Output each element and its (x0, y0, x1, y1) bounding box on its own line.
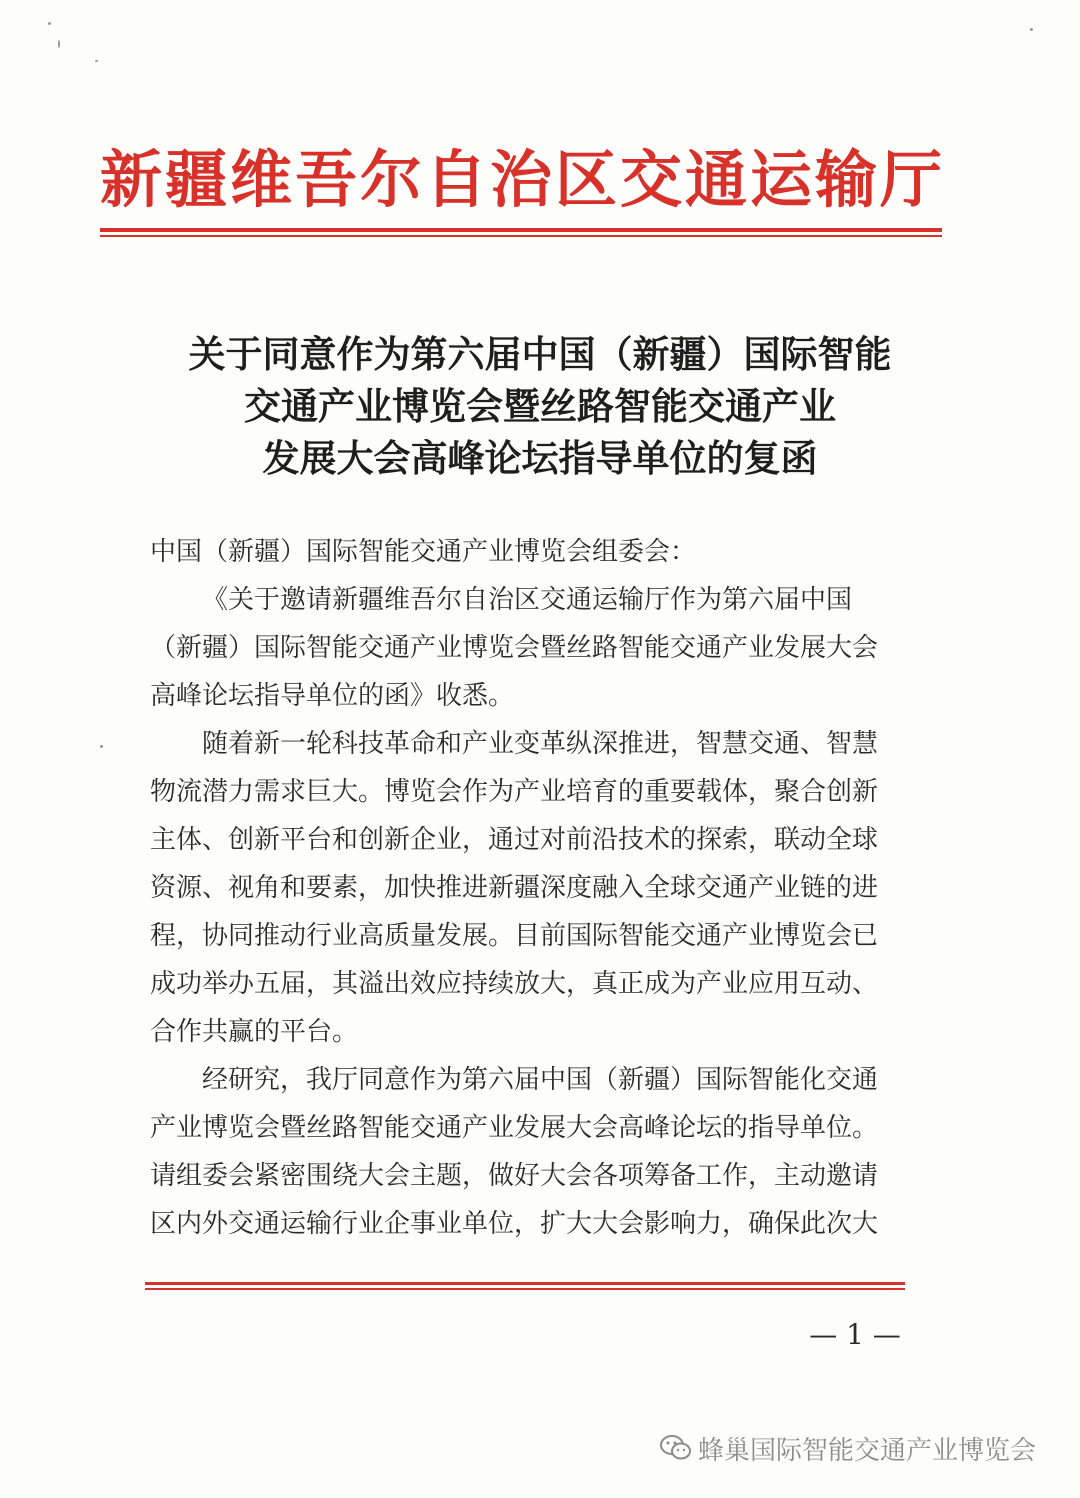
paragraph-line: 成功举办五届，其溢出效应持续放大，真正成为产业应用互动、 (150, 969, 879, 999)
wechat-icon (660, 1434, 692, 1462)
paragraph-line: 请组委会紧密围绕大会主题，做好大会各项筹备工作，主动邀请 (150, 1161, 879, 1191)
watermark (660, 1428, 1036, 1468)
watermark-text: 蜂巢国际智能交通产业博览会 (698, 1435, 1037, 1466)
paragraph-line: 随着新一轮科技革命和产业变革纵深推进，智慧交通、智慧 (202, 729, 879, 759)
paragraph-line: 区内外交通运输行业企事业单位，扩大大会影响力，确保此次大 (150, 1209, 879, 1239)
scan-speck (58, 40, 60, 48)
paragraph-line: 《关于邀请新疆维吾尔自治区交通运输厅作为第六届中国 (202, 585, 853, 615)
page-number: — 1 — (809, 1318, 901, 1351)
paragraph-line: 经研究，我厅同意作为第六届中国（新疆）国际智能化交通 (202, 1065, 879, 1095)
paragraph-line: 物流潜力需求巨大。博览会作为产业培育的重要载体，聚合创新 (150, 777, 879, 807)
paragraph-line: 主体、创新平台和创新企业，通过对前沿技术的探索，联动全球 (150, 825, 879, 855)
paragraph-line: 程，协同推动行业高质量发展。目前国际智能交通产业博览会已 (150, 921, 879, 951)
title-line: 发展大会高峰论坛指导单位的复函 (262, 436, 818, 480)
title-line: 关于同意作为第六届中国（新疆）国际智能 (188, 332, 892, 376)
letter-body (150, 528, 900, 1248)
paragraph-line: 高峰论坛指导单位的函》收悉。 (150, 681, 515, 711)
scan-speck (95, 60, 98, 62)
title-line: 交通产业博览会暨丝路智能交通产业 (244, 384, 836, 428)
issuing-org-header: 新疆维吾尔自治区交通运输厅 (100, 143, 946, 216)
paragraph-line: 资源、视角和要素，加快推进新疆深度融入全球交通产业链的进 (150, 873, 879, 903)
paragraph-line: 合作共赢的平台。 (150, 1017, 359, 1047)
paragraph-line: （新疆）国际智能交通产业博览会暨丝路智能交通产业发展大会 (150, 633, 879, 663)
salutation: 中国（新疆）国际智能交通产业博览会组委会： (150, 537, 697, 567)
scan-speck (48, 22, 51, 25)
scan-speck (100, 745, 103, 748)
header-red-rule (100, 228, 942, 237)
scan-speck (1030, 28, 1033, 31)
paragraph-line: 产业博览会暨丝路智能交通产业发展大会高峰论坛的指导单位。 (150, 1113, 879, 1143)
document-title (110, 328, 970, 484)
footer-red-rule (145, 1282, 905, 1290)
